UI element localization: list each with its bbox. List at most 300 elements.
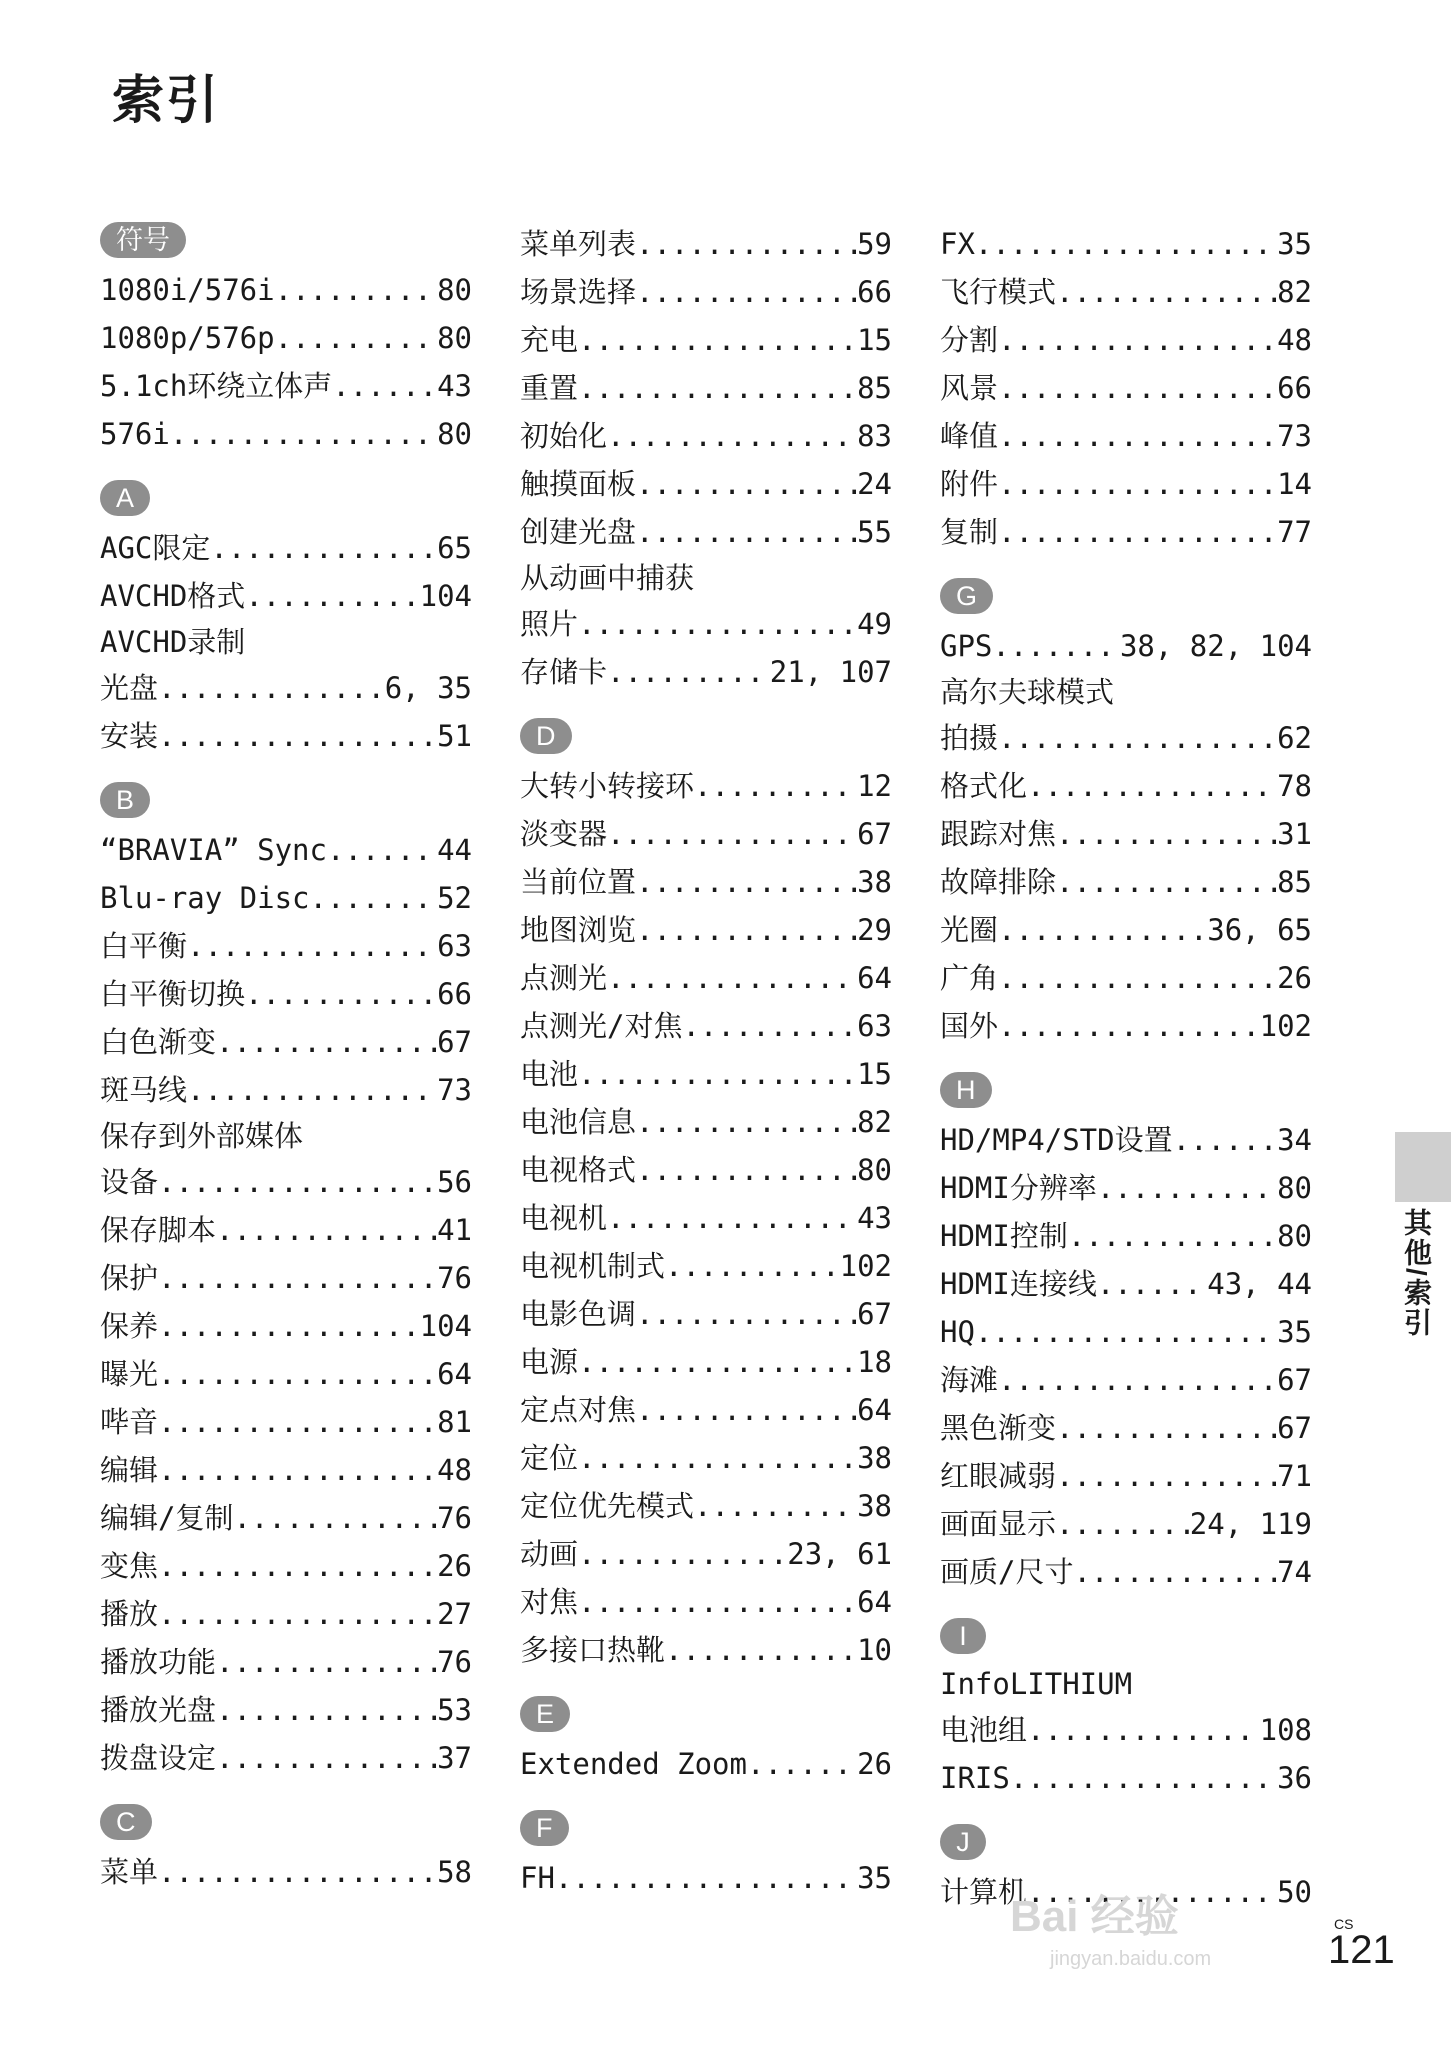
index-term: 电池 [520, 1057, 579, 1091]
index-page-ref: 80 [437, 417, 472, 451]
index-page-ref: 56 [437, 1165, 472, 1199]
index-term: 安装 [100, 719, 159, 753]
index-entry [520, 1482, 892, 1530]
leader-dots [578, 1338, 857, 1386]
index-entry [520, 1338, 892, 1386]
index-term: 大转小转接环 [520, 769, 695, 803]
index-page-ref: 29 [857, 913, 892, 947]
index-page-ref: 41 [437, 1213, 472, 1247]
leader-dots [310, 874, 438, 922]
index-entry [100, 1302, 472, 1350]
index-page-ref: 83 [857, 419, 892, 453]
leader-dots [170, 410, 437, 458]
leader-dots [245, 572, 419, 620]
side-tab-marker [1395, 1132, 1451, 1202]
leader-dots [158, 1398, 437, 1446]
leader-dots [998, 412, 1277, 460]
index-term: 哔音 [100, 1405, 159, 1439]
index-term: IRIS [940, 1761, 1010, 1795]
leader-dots [975, 220, 1277, 268]
index-entry [100, 1542, 472, 1590]
watermark-logo: Bai 经验 [1010, 1892, 1179, 1941]
index-section [940, 1070, 1312, 1596]
index-page-ref: 24 [857, 467, 892, 501]
index-entry [520, 508, 892, 556]
leader-dots [992, 622, 1120, 670]
index-term: 菜单列表 [520, 227, 637, 261]
index-term: 保护 [100, 1261, 159, 1295]
index-page-ref: 108 [1259, 1713, 1312, 1747]
index-entry [940, 762, 1312, 810]
index-page-ref: 62 [1277, 721, 1312, 755]
index-entry [520, 1578, 892, 1626]
index-entry [100, 970, 472, 1018]
index-entry [940, 1260, 1312, 1308]
index-entry [520, 460, 892, 508]
index-page-ref: 76 [437, 1501, 472, 1535]
index-entry-heading-text: AVCHD录制 [100, 625, 246, 659]
index-term: 跟踪对焦 [940, 817, 1057, 851]
index-page-ref: 73 [1277, 419, 1312, 453]
index-page-ref: 82 [857, 1105, 892, 1139]
section-header-badge: F [520, 1810, 569, 1846]
index-term: 变焦 [100, 1549, 159, 1583]
index-section [520, 716, 892, 1674]
index-page-ref: 36 [1277, 1761, 1312, 1795]
index-page-ref: 49 [857, 607, 892, 641]
index-page-ref: 81 [437, 1405, 472, 1439]
index-term: 淡变器 [520, 817, 608, 851]
index-term: 故障排除 [940, 865, 1057, 899]
index-term: 定位优先模式 [520, 1489, 695, 1523]
index-entry [100, 1848, 472, 1896]
leader-dots [636, 1098, 857, 1146]
index-entry [940, 954, 1312, 1002]
index-term: 576i [100, 417, 170, 451]
index-entry [940, 412, 1312, 460]
index-page-ref: 52 [437, 881, 472, 915]
index-page-ref: 50 [1277, 1875, 1312, 1909]
leader-dots [1010, 1754, 1277, 1802]
index-entry [940, 364, 1312, 412]
index-page-ref: 76 [437, 1645, 472, 1679]
index-entry [100, 1158, 472, 1206]
index-entry [520, 906, 892, 954]
index-entry [520, 762, 892, 810]
index-page-ref: 65 [437, 531, 472, 565]
section-header-badge: E [520, 1696, 570, 1732]
index-page-ref: 64 [437, 1357, 472, 1391]
section-header-badge: J [940, 1824, 986, 1860]
index-entry [940, 906, 1312, 954]
index-page-ref: 102 [1259, 1009, 1312, 1043]
leader-dots [1068, 1212, 1277, 1260]
index-page-ref: 80 [1277, 1171, 1312, 1205]
index-term: GPS [940, 629, 993, 663]
index-entry [100, 922, 472, 970]
index-entry [940, 508, 1312, 556]
leader-dots [158, 1302, 420, 1350]
index-page-ref: 15 [857, 1057, 892, 1091]
index-entry [520, 1434, 892, 1482]
index-page-ref: 43 [857, 1201, 892, 1235]
leader-dots [665, 1626, 857, 1674]
index-page-ref: 26 [857, 1747, 892, 1781]
index-page-ref: 104 [419, 579, 472, 613]
index-term: 播放光盘 [100, 1693, 217, 1727]
index-entry [940, 1754, 1312, 1802]
section-header-badge: G [940, 578, 993, 614]
index-entry [940, 858, 1312, 906]
index-page-ref: 74 [1277, 1555, 1312, 1589]
index-entry [520, 648, 892, 696]
index-term: 设备 [100, 1165, 159, 1199]
index-entry [520, 364, 892, 412]
index-term: Blu-ray Disc [100, 881, 310, 915]
index-term: HQ [940, 1315, 975, 1349]
index-term: 对焦 [520, 1585, 579, 1619]
index-page-ref: 104 [419, 1309, 472, 1343]
index-term: 1080p/576p [100, 321, 275, 355]
leader-dots [1097, 1164, 1277, 1212]
index-entry [520, 858, 892, 906]
index-term: 编辑 [100, 1453, 159, 1487]
leader-dots [636, 1290, 857, 1338]
leader-dots [187, 1066, 437, 1114]
index-entry [100, 1206, 472, 1254]
index-term: 重置 [520, 371, 579, 405]
leader-dots [682, 1002, 857, 1050]
index-page-ref: 59 [857, 227, 892, 261]
index-page-ref: 64 [857, 1585, 892, 1619]
leader-dots [1056, 858, 1277, 906]
leader-dots [636, 1386, 857, 1434]
leader-dots [1056, 1452, 1277, 1500]
index-entry [520, 810, 892, 858]
index-entry-heading [940, 670, 1312, 714]
index-page-ref: 12 [857, 769, 892, 803]
index-term: 海滩 [940, 1363, 999, 1397]
index-term: 动画 [520, 1537, 579, 1571]
index-term: HD/MP4/STD设置 [940, 1123, 1173, 1157]
index-entry [940, 1452, 1312, 1500]
index-page-ref: 78 [1277, 769, 1312, 803]
index-entry [520, 316, 892, 364]
index-section [520, 1808, 892, 1902]
index-term: HDMI连接线 [940, 1267, 1097, 1301]
leader-dots [158, 1590, 437, 1638]
leader-dots [694, 762, 857, 810]
index-page-ref: 63 [437, 929, 472, 963]
index-entry [520, 1242, 892, 1290]
leader-dots [187, 922, 437, 970]
index-term: HDMI控制 [940, 1219, 1068, 1253]
index-term: 播放功能 [100, 1645, 217, 1679]
index-page-ref: 38 [857, 865, 892, 899]
index-term: 斑马线 [100, 1073, 188, 1107]
index-term: 白色渐变 [100, 1025, 217, 1059]
index-page-ref: 15 [857, 323, 892, 357]
index-section [100, 478, 472, 760]
index-term: AVCHD格式 [100, 579, 246, 613]
index-entry [520, 1740, 892, 1788]
leader-dots [216, 1686, 437, 1734]
leader-dots [216, 1734, 437, 1782]
leader-dots [578, 1530, 787, 1578]
index-entry [520, 268, 892, 316]
index-page-ref: 26 [437, 1549, 472, 1583]
leader-dots [636, 508, 857, 556]
index-term: 复制 [940, 515, 999, 549]
leader-dots [578, 600, 857, 648]
index-term: 点测光 [520, 961, 608, 995]
index-entry [520, 1854, 892, 1902]
index-entry [940, 1116, 1312, 1164]
index-term: 编辑/复制 [100, 1501, 234, 1535]
index-entry-heading [520, 556, 892, 600]
index-entry-heading [100, 620, 472, 664]
leader-dots [998, 316, 1277, 364]
index-term: 白平衡切换 [100, 977, 246, 1011]
index-entry [520, 220, 892, 268]
leader-dots [578, 316, 857, 364]
index-page-ref: 35 [1277, 227, 1312, 261]
leader-dots [555, 1854, 857, 1902]
index-entry [940, 1548, 1312, 1596]
index-entry-heading-text: 从动画中捕获 [520, 561, 695, 595]
index-entry [940, 268, 1312, 316]
index-term: 存储卡 [520, 655, 608, 689]
index-term: 广角 [940, 961, 999, 995]
index-entry [520, 1290, 892, 1338]
index-column-2 [520, 220, 892, 1922]
index-page-ref: 66 [437, 977, 472, 1011]
leader-dots [975, 1308, 1277, 1356]
index-term: 场景选择 [520, 275, 637, 309]
leader-dots [607, 648, 770, 696]
index-section [940, 576, 1312, 1050]
watermark-url: jingyan.baidu.com [1050, 1948, 1212, 1970]
index-entry [940, 714, 1312, 762]
index-term: 曝光 [100, 1357, 159, 1391]
index-term: 保养 [100, 1309, 159, 1343]
index-page-ref: 6, 35 [384, 671, 472, 705]
index-entry [100, 1018, 472, 1066]
index-entry [940, 1212, 1312, 1260]
index-page-ref: 67 [1277, 1363, 1312, 1397]
index-entry [100, 362, 472, 410]
index-page-ref: 23, 61 [787, 1537, 892, 1571]
leader-dots [158, 712, 437, 760]
index-term: 保存脚本 [100, 1213, 217, 1247]
index-term: 电池组 [940, 1713, 1028, 1747]
index-term: 电源 [520, 1345, 579, 1379]
leader-dots [998, 906, 1207, 954]
index-entry [100, 266, 472, 314]
index-entry [100, 874, 472, 922]
index-term: 当前位置 [520, 865, 637, 899]
index-entry [100, 1398, 472, 1446]
leader-dots [1027, 1706, 1260, 1754]
index-page-ref: 64 [857, 961, 892, 995]
index-page-ref: 77 [1277, 515, 1312, 549]
leader-dots [1173, 1116, 1277, 1164]
leader-dots [998, 714, 1277, 762]
side-section-label: 其他/索引 [1401, 1208, 1432, 1338]
leader-dots [158, 1542, 437, 1590]
leader-dots [233, 1494, 437, 1542]
index-entry [100, 1066, 472, 1114]
index-page-ref: 44 [437, 833, 472, 867]
index-page-ref: 66 [1277, 371, 1312, 405]
index-term: 分割 [940, 323, 999, 357]
index-term: 拍摄 [940, 721, 999, 755]
index-page-ref: 63 [857, 1009, 892, 1043]
leader-dots [636, 1146, 857, 1194]
leader-dots [607, 810, 857, 858]
index-term: 播放 [100, 1597, 159, 1631]
index-section [100, 780, 472, 1782]
index-term: 充电 [520, 323, 579, 357]
index-column-1 [100, 220, 472, 1916]
index-entry [940, 1706, 1312, 1754]
leader-dots [578, 1434, 857, 1482]
index-entry [520, 1098, 892, 1146]
index-term: 附件 [940, 467, 999, 501]
leader-dots [694, 1482, 857, 1530]
index-term: 初始化 [520, 419, 608, 453]
index-term: AGC限定 [100, 531, 211, 565]
index-entry [520, 1002, 892, 1050]
index-entry [520, 1626, 892, 1674]
section-header-badge: B [100, 782, 150, 818]
index-entry [100, 1254, 472, 1302]
index-term: 电视机 [520, 1201, 608, 1235]
leader-dots [245, 970, 437, 1018]
index-term: HDMI分辨率 [940, 1171, 1097, 1205]
index-term: 红眼减弱 [940, 1459, 1057, 1493]
index-entry [520, 1050, 892, 1098]
leader-dots [998, 508, 1277, 556]
index-entry [940, 1308, 1312, 1356]
leader-dots [636, 906, 857, 954]
index-page-ref: 38 [857, 1489, 892, 1523]
index-entry [100, 1734, 472, 1782]
index-section [520, 220, 892, 696]
leader-dots [210, 524, 437, 572]
page-title: 索引 [112, 72, 221, 130]
index-section [520, 1694, 892, 1788]
index-page-ref: 55 [857, 515, 892, 549]
index-entry [100, 1686, 472, 1734]
index-entry [520, 1194, 892, 1242]
index-term: 国外 [940, 1009, 999, 1043]
index-page-ref: 18 [857, 1345, 892, 1379]
index-entry [100, 712, 472, 760]
index-term: 定点对焦 [520, 1393, 637, 1427]
index-page-ref: 67 [437, 1025, 472, 1059]
leader-dots [998, 1002, 1260, 1050]
index-term: 拨盘设定 [100, 1741, 217, 1775]
leader-dots [578, 364, 857, 412]
index-term: 1080i/576i [100, 273, 275, 307]
page-number: 121 [1328, 1928, 1395, 1972]
index-page-ref: 27 [437, 1597, 472, 1631]
index-page-ref: 53 [437, 1693, 472, 1727]
leader-dots [158, 1254, 437, 1302]
leader-dots [275, 314, 437, 362]
index-term: 定位 [520, 1441, 579, 1475]
index-page-ref: 85 [1277, 865, 1312, 899]
section-header-badge: H [940, 1072, 992, 1108]
index-page-ref: 73 [437, 1073, 472, 1107]
index-entry [100, 664, 472, 712]
index-page-ref: 64 [857, 1393, 892, 1427]
leader-dots [998, 460, 1277, 508]
index-entry [940, 1002, 1312, 1050]
language-code: CS [1334, 1916, 1354, 1932]
index-term: 格式化 [940, 769, 1028, 803]
index-page-ref: 38, 82, 104 [1119, 629, 1312, 663]
index-entry [940, 460, 1312, 508]
index-entry [520, 954, 892, 1002]
index-term: 多接口热靴 [520, 1633, 666, 1667]
leader-dots [1027, 762, 1277, 810]
leader-dots [332, 362, 437, 410]
index-page-ref: 43 [437, 369, 472, 403]
leader-dots [158, 1446, 437, 1494]
index-term: 飞行模式 [940, 275, 1057, 309]
leader-dots [216, 1206, 437, 1254]
index-page-ref: 85 [857, 371, 892, 405]
leader-dots [216, 1638, 437, 1686]
index-term: 点测光/对焦 [520, 1009, 683, 1043]
index-entry [100, 1638, 472, 1686]
leader-dots [1056, 810, 1277, 858]
leader-dots [1056, 1500, 1190, 1548]
index-term: 电池信息 [520, 1105, 637, 1139]
index-column-3 [940, 220, 1312, 1936]
index-page-ref: 48 [1277, 323, 1312, 357]
leader-dots [636, 220, 857, 268]
leader-dots [1056, 268, 1277, 316]
index-section [940, 220, 1312, 556]
index-page-ref: 48 [437, 1453, 472, 1487]
index-section [100, 220, 472, 458]
leader-dots [158, 1158, 437, 1206]
index-page-ref: 38 [857, 1441, 892, 1475]
leader-dots [158, 1350, 437, 1398]
index-page-ref: 24, 119 [1189, 1507, 1312, 1541]
index-page-ref: 43, 44 [1207, 1267, 1312, 1301]
leader-dots [636, 268, 857, 316]
index-page-ref: 35 [857, 1861, 892, 1895]
index-page-ref: 67 [1277, 1411, 1312, 1445]
index-page-ref: 82 [1277, 275, 1312, 309]
index-entry-heading-text: 高尔夫球模式 [940, 675, 1115, 709]
leader-dots [607, 412, 857, 460]
leader-dots [636, 460, 857, 508]
index-term: Extended Zoom [520, 1747, 747, 1781]
index-term: 画质/尺寸 [940, 1555, 1074, 1589]
leader-dots [747, 1740, 857, 1788]
index-page-ref: 51 [437, 719, 472, 753]
index-term: 电影色调 [520, 1297, 637, 1331]
index-term: 峰值 [940, 419, 999, 453]
index-entry-heading-text: 保存到外部媒体 [100, 1119, 304, 1153]
index-entry [100, 1350, 472, 1398]
leader-dots [607, 954, 857, 1002]
